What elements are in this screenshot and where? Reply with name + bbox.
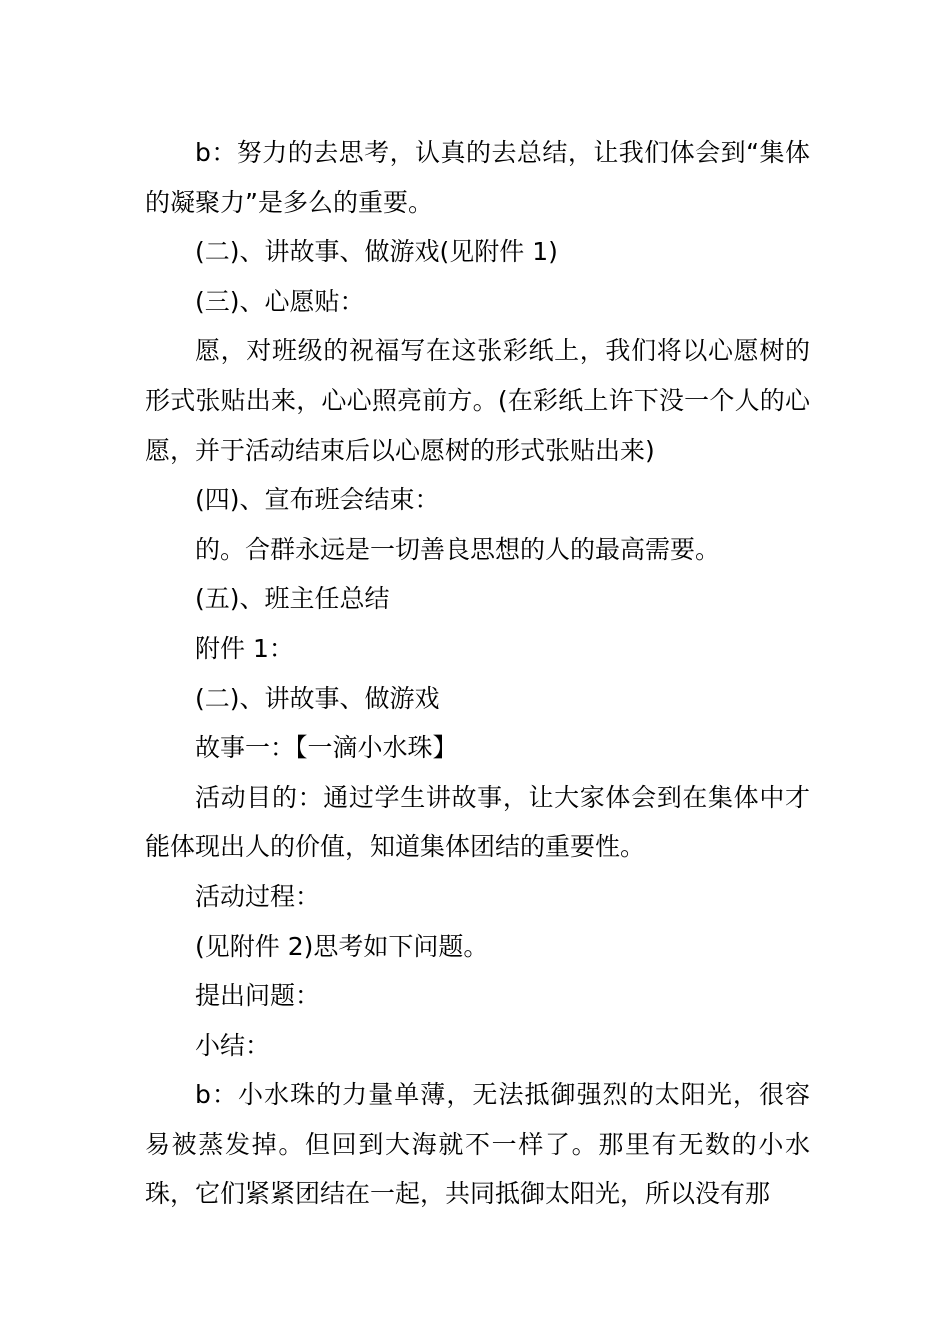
- paragraph: (二)、讲故事、做游戏: [195, 683, 440, 713]
- paragraph: 活动目的：通过学生讲故事，让大家体会到在集体中才能体现出人的价值，知道集体团结的重要性。: [145, 782, 810, 862]
- paragraph: (四)、宣布班会结束：: [195, 485, 440, 515]
- paragraph: (三)、心愿贴：: [195, 286, 365, 316]
- paragraph: (二)、讲故事、做游戏(见附件 1): [195, 237, 558, 267]
- paragraph: b：小水珠的力量单薄，无法抵御强烈的太阳光，很容易被蒸发掉。但回到大海就不一样了。那里有无数的小水珠，它们紧紧团结在一起，共同抵御太阳光，所以没有那: [145, 1080, 810, 1209]
- paragraph: 愿，对班级的祝福写在这张彩纸上，我们将以心愿树的形式张贴出来，心心照亮前方。(在彩纸上许下没一个人的心愿，并于活动结束后以心愿树的形式张贴出来): [145, 336, 810, 465]
- document-body: [145, 128, 810, 1219]
- paragraph: 活动过程：: [195, 881, 321, 911]
- paragraph: 故事一：【一滴小水珠】: [195, 733, 458, 763]
- paragraph: (五)、班主任总结: [195, 584, 390, 614]
- paragraph: 提出问题：: [195, 981, 321, 1011]
- paragraph: b：努力的去思考，认真的去总结，让我们体会到“集体的凝聚力”是多么的重要。: [145, 138, 810, 217]
- paragraph: 附件 1：: [195, 633, 294, 663]
- paragraph: 的。合群永远是一切善良思想的人的最高需要。: [195, 534, 721, 564]
- paragraph: 小结：: [195, 1030, 271, 1060]
- paragraph: (见附件 2)思考如下问题。: [195, 931, 489, 961]
